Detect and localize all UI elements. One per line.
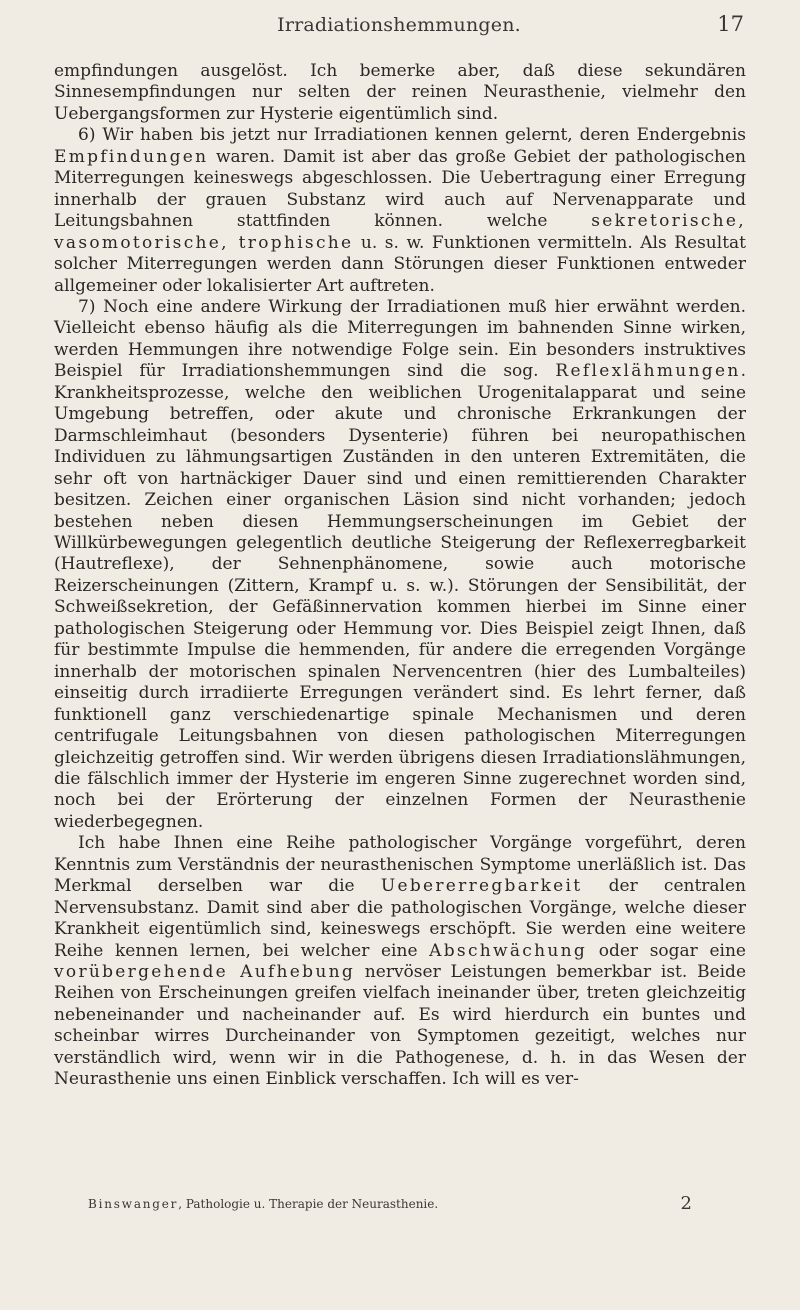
text-run: oder sogar eine [587,940,746,961]
text-run: u. s. w. Funktionen vermitteln. Als Resultat solcher Miterregungen werden dann Störungen dieser Funktionen entweder allgemeiner oder lokalisierter Art auftreten. [54,232,746,296]
paragraph [54,297,746,833]
page-number: 17 [717,12,744,36]
footer-author: Binswanger [88,1197,179,1211]
body-text [54,61,746,1091]
text-run: nervöser Leistungen bemerkbar ist. Beide Reihen von Erscheinungen greifen vielfach ineinander über, treten gleichzeitig nebeneinander und nacheinander auf. Es wird hierdurch ein buntes und scheinbar wirres Durcheinander von Symptomen gezeitigt, welches nur verständlich wird, wenn wir in die Pathogenese, d. h. in das Wesen der Neurasthenie uns einen Einblick verschaffen. Ich will es ver- [54,962,747,1090]
signature-mark: 2 [680,1193,692,1214]
text-run: Ich habe Ihnen eine Reihe pathologischer Vorgänge vorgeführt, deren Kenntnis zum Verständnis der neurasthenischen Symptome unerläßlich ist. Das Merkmal derselben war die [54,833,746,897]
text-run: . Krankheitsprozesse, welche den weiblichen Urogenitalapparat und seine Umgebung betreffen, oder akute und chronische Erkrankungen der Darmschleimhaut (besonders Dysenterie) führen bei neuropathischen Individuen zu lähmungsartigen Zuständen in den unteren Extremitäten, die sehr oft von hartnäckiger Dauer sind und einen remittierenden Charakter besitzen. Zeichen einer organischen Läsion sind nicht vorhanden; jedoch bestehen neben diesen Hemmungserscheinungen im Gebiet der Willkürbewegungen gelegentlich deutliche Steigerung der Reflexerregbarkeit (Hautreflexe), der Sehnenphänomene, sowie auch motorische Reizerscheinungen (Zittern, Krampf u. s. w.). Störungen der Sensibilität, der Schweißsekretion, der Gefäßinnervation kommen hierbei im Sinne einer pathologischen Steigerung oder Hemmung vor. Dies Beispiel zeigt Ihnen, daß für bestimmte Impulse die hemmenden, für andere die erregenden Vorgänge innerhalb der motorischen spinalen Nervencentren (hier des Lumbalteiles) einseitig durch irradiierte Erregungen verändert sind. Es lehrt ferner, daß funktionell ganz verschiedenartige spinale Mechanismen und deren centrifugale Leitungsbahnen von diesen pathologischen Miterregungen gleichzeitig getroffen sind. Wir werden übrigens diesen Irradiationslähmungen, die fälschlich immer der Hysterie im engeren Sinne zugerechnet worden sind, noch bei der Erörterung der einzelnen Formen der Neurasthenie wiederbegegnen. [54,361,746,832]
spaced-emphasis: Uebererregbarkeit [380,876,583,897]
paragraph [54,833,746,1090]
running-title: Irradiationshemmungen. [277,14,521,36]
text-run: empfindungen ausgelöst. Ich bemerke aber, daß diese sekundären Sinnesempfindungen nur selten der reinen Neurasthenie, vielmehr den Uebergangsformen zur Hysterie eigentümlich sind. [54,61,746,124]
spaced-emphasis: Reflexlähmungen [555,361,741,382]
spaced-emphasis: vorübergehende Aufhebung [54,962,356,983]
spaced-emphasis: Abschwächung [429,940,588,961]
paragraph [54,125,746,297]
spaced-emphasis: sekretorische, vasomotorische, trophische [54,211,746,253]
page-footer [88,1193,692,1219]
text-run: waren. Damit ist aber das große Gebiet der pathologischen Miterregungen keineswegs abgeschlossen. Die Uebertragung einer Erregung innerhalb der grauen Substanz wird auch auf Nervenapparate und Leitungsbahnen stattfinden können. welche [54,146,746,232]
text-run: 7) Noch eine andere Wirkung der Irradiationen muß hier erwähnt werden. Vielleicht ebenso häufig als die Miterregungen im bahnenden Sinne wirken, werden Hemmungen ihre notwendige Folge sein. Ein besonders instruktives Beispiel für Irradiationshemmungen sind die sog. [54,296,746,382]
footer-citation: , Pathologie u. Therapie der Neurasthenie. [178,1197,439,1211]
text-run: 6) Wir haben bis jetzt nur Irradiationen kennen gelernt, deren Endergebnis [78,125,746,146]
running-header [54,14,744,42]
paragraph [54,61,746,125]
spaced-emphasis: Empfindungen [54,146,209,167]
text-run: der centralen Nervensubstanz. Damit sind aber die pathologischen Vorgänge, welche dieser Krankheit eigentümlich sind, keineswegs erschöpft. Sie werden eine weitere Reihe kennen lernen, bei welcher eine [54,876,746,961]
